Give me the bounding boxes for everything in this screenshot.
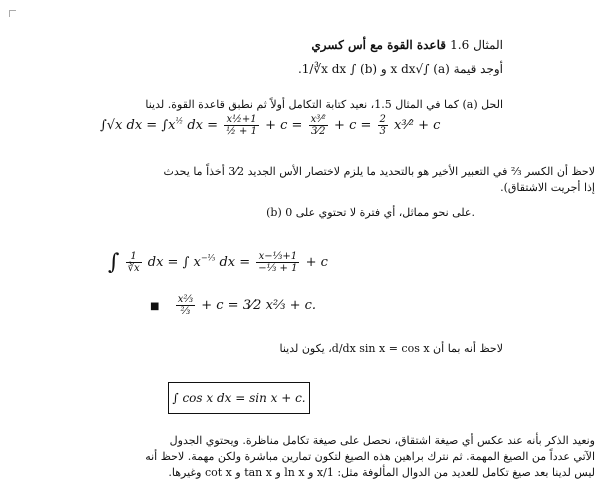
- solution-intro: [145, 98, 503, 112]
- derivative-note: لاحظ أنه بما أن d/dx sin x = cos x، يكون لدينا: [279, 342, 503, 355]
- eq2-fraction-1: [126, 251, 142, 274]
- eq2-mid: dx = ∫ x: [147, 255, 201, 270]
- eq1-f1-numerator: x½+1: [224, 114, 259, 126]
- eq2-f-denominator: ∛x: [127, 263, 140, 274]
- eq2-exponent: −⅓: [200, 253, 216, 263]
- eq1-fraction-1: [224, 114, 259, 137]
- eq3-coefficient: 3⁄2: [242, 298, 262, 313]
- equation-part-b-result: [150, 294, 316, 317]
- boxed-formula: [168, 382, 310, 414]
- example-heading: [311, 38, 503, 52]
- note-line-2: إذا أجريت الاشتقاق).: [500, 181, 595, 194]
- eq2-integral: ∫: [108, 250, 120, 275]
- eq1-f2-numerator: x³⁄²: [310, 114, 326, 125]
- eq1-f1-denominator: ½ + 1: [226, 126, 257, 137]
- eq3-fraction-1: [176, 294, 195, 317]
- eq1-exponent: ½: [175, 116, 184, 126]
- end-of-proof-square: ■: [150, 301, 160, 312]
- part-a-intro: (a) كما في المثال 1.5، نعيد كتابة التكامل أولاً ثم نطبق قاعدة القوة. لدينا: [145, 98, 478, 111]
- part-b-text: (b) على نحو مماثل، أي فترة لا تحتوي على 0.: [266, 206, 475, 219]
- eq2-fraction-2: [256, 251, 299, 274]
- eq2-f-numerator: 1: [126, 251, 142, 263]
- task-line: أوجد قيمة (a) ∫√x dx و (b) ∫ 1/∛x dx.: [297, 62, 503, 76]
- equation-part-a: [100, 114, 440, 137]
- eq1-f2-denominator: 3⁄2: [311, 126, 326, 137]
- eq1-f3-denominator: 3: [379, 126, 386, 137]
- eq2-dx: dx =: [219, 255, 251, 270]
- example-label: المثال 1.6: [450, 38, 503, 52]
- eq1-mid: dx =: [183, 118, 219, 133]
- closing-line-2: الآتي عدداً من الصيغ المهمة. ثم نترك براهين هذه الصيغ لتكون تمارين مباشرة ولكن مهمة. لاحظ أنه: [145, 450, 595, 463]
- eq3-mid: + c =: [201, 298, 239, 313]
- closing-line-1: ونعيد الذكر بأنه عند عكس أي صيغة اشتقاق، نحصل على صيغة تكامل مناظرة. ويحتوي الجدول: [169, 434, 595, 447]
- eq2-g-numerator: x−⅓+1: [256, 251, 299, 263]
- eq1-fraction-2: [309, 114, 328, 137]
- closing-line-3: ليس لدينا بعد صيغ تكامل للعديد من الدوال المألوفة مثل: 1/x و ln x و tan x و cot x وغيرها.: [168, 466, 595, 479]
- equation-part-b: [108, 250, 328, 275]
- eq3-h-denominator: ⅔: [180, 306, 191, 317]
- eq1-f3-numerator: 2: [379, 114, 386, 125]
- crop-mark: [9, 10, 16, 17]
- solution-label: الحل: [481, 98, 503, 111]
- eq3-h-numerator: x⅔: [177, 294, 194, 305]
- eq2-g-denominator: −⅓ + 1: [258, 263, 298, 274]
- eq1-plus-c-1: + c =: [265, 118, 303, 133]
- eq1-plus-c-2: + c =: [334, 118, 372, 133]
- example-title: قاعدة القوة مع أس كسري: [311, 38, 446, 52]
- eq1-tail: x³⁄² + c: [394, 118, 441, 133]
- eq3-tail: x⅔ + c.: [265, 298, 317, 313]
- eq1-lhs: ∫√x dx = ∫x: [100, 118, 176, 133]
- eq2-tail: + c: [305, 255, 328, 270]
- eq1-fraction-3: [378, 114, 388, 137]
- note-line-1: لاحظ أن الكسر ⅔ في التعبير الأخير هو بالتحديد ما يلزم لاختصار الأس الجديد 3⁄2 أخذاً ما يحدث: [163, 165, 595, 178]
- boxed-formula-text: ∫ cos x dx = sin x + c.: [172, 391, 306, 405]
